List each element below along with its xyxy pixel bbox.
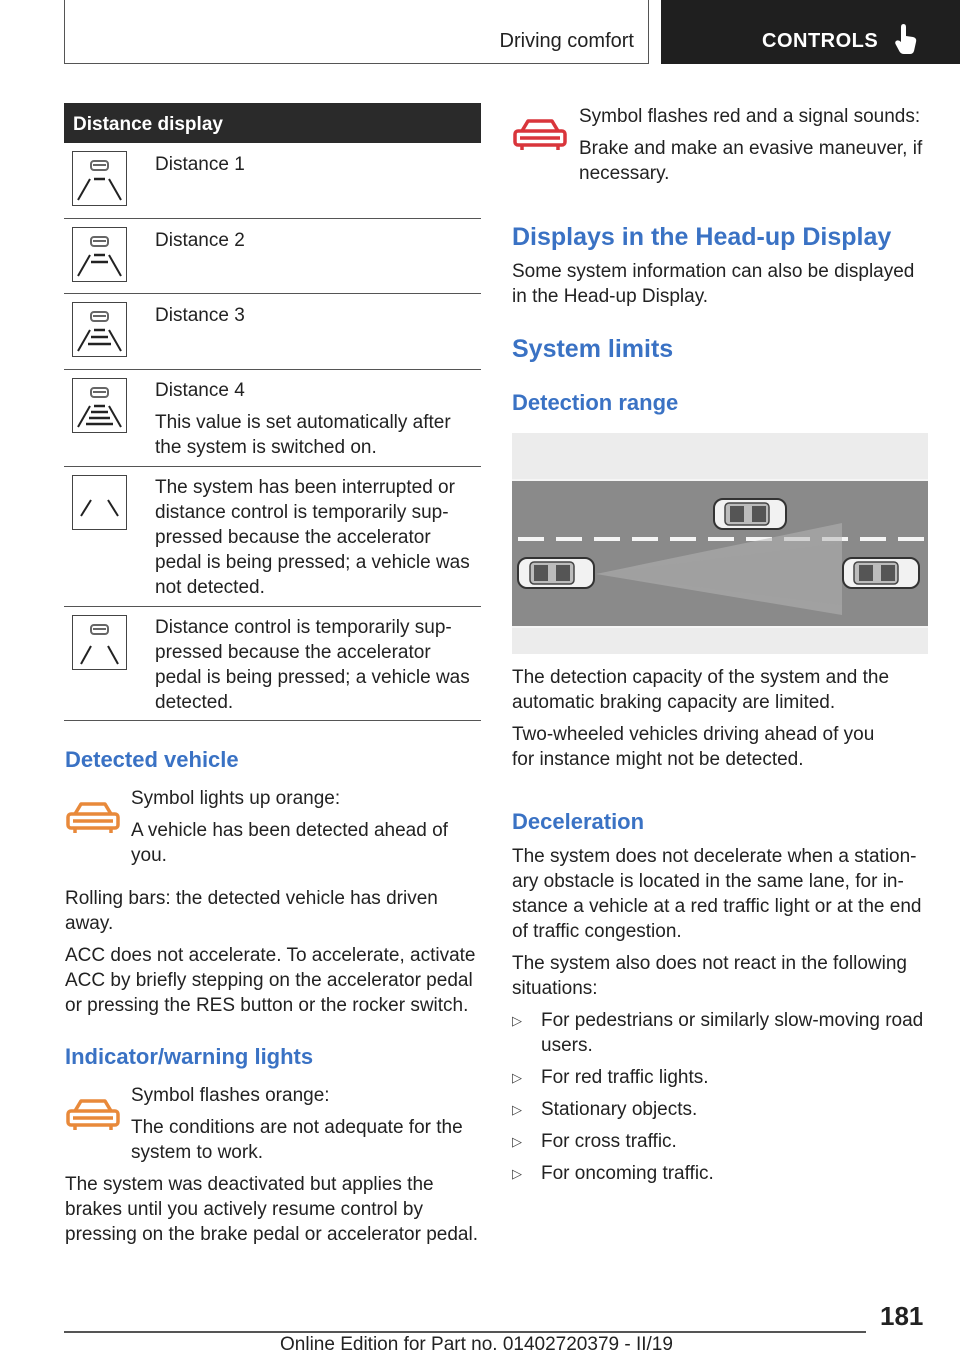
triangle-bullet-icon: ▷: [512, 1013, 522, 1028]
distance-row-6: [64, 607, 481, 721]
distance-row-2: [64, 219, 481, 294]
detected-vehicle-para-1: Rolling bars: the detected vehicle has driven away.: [65, 888, 438, 934]
footer-edition: Online Edition for Part no. 01402720379 - II/19: [280, 1334, 673, 1355]
head-up-para: Some system information can also be displayed in the Head-up Display.: [512, 261, 915, 307]
head-up-heading: Displays in the Head-up Display: [512, 223, 892, 251]
car-red-icon: [512, 118, 568, 152]
distance-3-icon: [72, 302, 127, 357]
deceleration-bullet-5: ▷ For oncoming traffic.: [512, 1163, 714, 1184]
footer-divider: [64, 1331, 866, 1333]
distance-row-4-title: Distance 4: [155, 380, 245, 401]
distance-1-icon: [72, 151, 127, 206]
indicator-lights-heading: Indicator/warning lights: [65, 1044, 314, 1069]
detection-range-heading: Detection range: [512, 390, 679, 415]
distance-row-3-text: Distance 3: [155, 305, 245, 326]
distance-table-header: Distance display: [64, 103, 481, 143]
triangle-bullet-icon: ▷: [512, 1102, 522, 1117]
distance-row-4: [64, 370, 481, 467]
deceleration-para-1: The system does not decelerate when a station‐ ary obstacle is located in the same lane, for in‐ stance a vehicle at a red traffic light or at the end of traffic congestion.: [512, 846, 922, 942]
distance-row-2-text: Distance 2: [155, 230, 245, 251]
distance-row-1-text: Distance 1: [155, 154, 245, 175]
detection-range-para-2: Two-wheeled vehicles driving ahead of you for instance might not be detected.: [512, 724, 875, 770]
header-chapter-title: CONTROLS: [762, 30, 879, 52]
distance-2-icon: [72, 227, 127, 282]
distance-row-4-note: This value is set automatically after the system is switched on.: [155, 412, 451, 458]
vehicle-detected-suppressed-icon: [72, 615, 127, 670]
indicator-para: The system was deactivated but applies the brakes until you actively resume control by pressing on the brake pedal or accelerator pedal.: [65, 1174, 478, 1245]
car-orange-icon: [65, 801, 121, 835]
triangle-bullet-icon: ▷: [512, 1166, 522, 1181]
system-limits-heading: System limits: [512, 335, 674, 363]
header-section-title: Driving comfort: [499, 30, 634, 52]
detected-vehicle-symbol-line-2: A vehicle has been detected ahead of you.: [131, 820, 448, 866]
vehicle-ahead-left-lane: [714, 499, 786, 529]
own-vehicle: [518, 558, 594, 588]
car-orange-flashing-icon: [65, 1098, 121, 1132]
indicator-symbol-line-2: The conditions are not adequate for the system to work.: [131, 1117, 463, 1163]
deceleration-bullet-2: ▷ For red traffic lights.: [512, 1067, 709, 1088]
header-chapter-box: [661, 0, 960, 64]
triangle-bullet-icon: ▷: [512, 1134, 522, 1149]
distance-4-icon: [72, 378, 127, 433]
detected-vehicle-symbol-line-1: Symbol lights up orange:: [131, 788, 341, 809]
deceleration-bullet-4: ▷ For cross traffic.: [512, 1131, 677, 1152]
detection-range-illustration: [512, 433, 928, 654]
detected-vehicle-para-2: ACC does not accelerate. To accelerate, activate ACC by briefly stepping on the accelerator pedal or pressing the RES button or the rocker switch.: [65, 945, 476, 1016]
deceleration-bullet-1: ▷ For pedestrians or similarly slow-moving road users.: [512, 1010, 924, 1056]
triangle-bullet-icon: ▷: [512, 1070, 522, 1085]
header-section-box: [64, 0, 649, 64]
vehicle-ahead-same-lane: [843, 558, 919, 588]
detected-vehicle-heading: Detected vehicle: [65, 747, 239, 772]
indicator-symbol-line-1: Symbol flashes orange:: [131, 1085, 330, 1106]
red-symbol-line-2: Brake and make an evasive maneuver, if necessary.: [579, 138, 923, 184]
distance-row-6-text: Distance control is temporarily sup‐ pressed because the accelerator pedal is being pressed; a vehicle was detected.: [155, 617, 470, 713]
distance-row-5-text: The system has been interrupted or distance control is temporarily sup‐ pressed because the accelerator pedal is being pressed; a vehicle was not detected.: [155, 477, 470, 598]
deceleration-bullet-3: ▷ Stationary objects.: [512, 1099, 698, 1120]
page-number: 181: [880, 1301, 924, 1331]
red-symbol-line-1: Symbol flashes red and a signal sounds:: [579, 106, 921, 127]
deceleration-para-2: The system also does not react in the following situations:: [512, 953, 907, 999]
deceleration-heading: Deceleration: [512, 809, 645, 834]
detection-range-para-1: The detection capacity of the system and the automatic braking capacity are limited.: [512, 667, 890, 713]
distance-row-3: [64, 294, 481, 370]
pointing-hand-icon: [895, 24, 919, 54]
distance-row-5: [64, 467, 481, 607]
distance-row-1: [64, 143, 481, 219]
no-vehicle-icon: [72, 475, 127, 530]
